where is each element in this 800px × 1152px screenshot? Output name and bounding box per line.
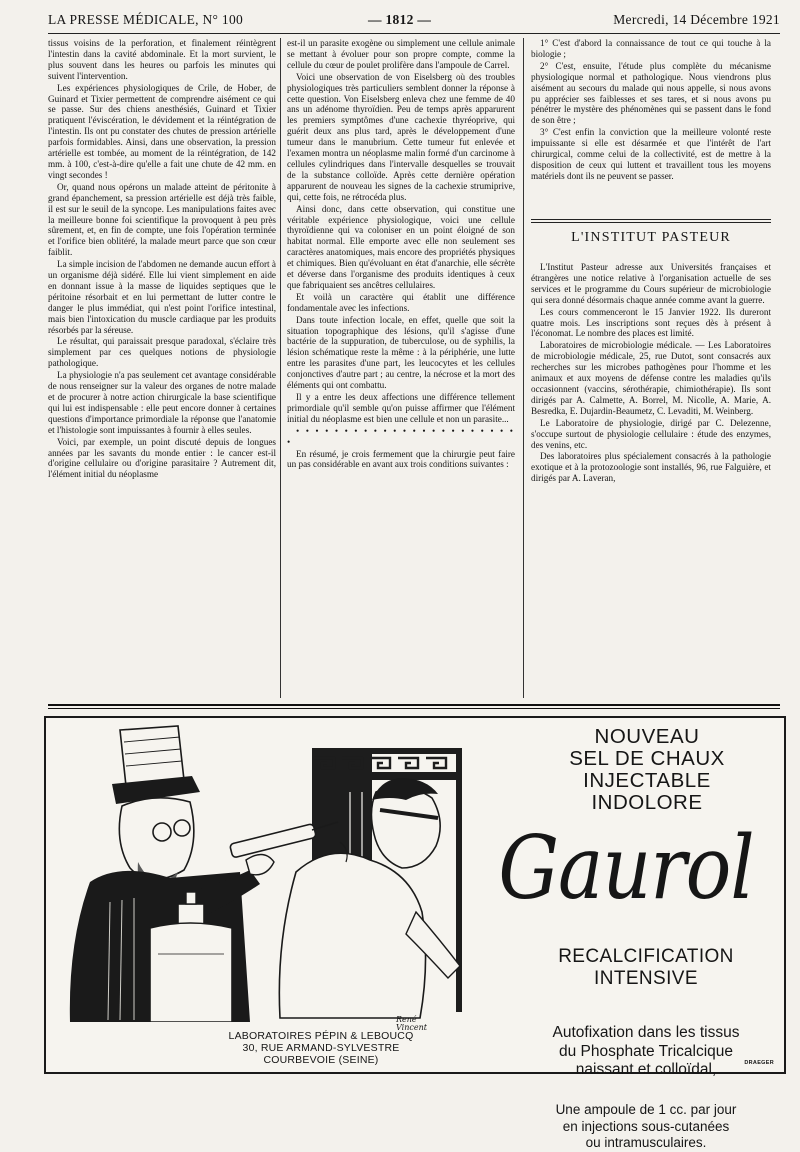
paragraph: Dans toute infection locale, en effet, quelle que soit la situation topographique des lésions, qu'il s'agisse d'une bactérie de la suppuration, de tuberculose, ou de syphilis, la lésion schématique reste la même : à la périphérie, une lutte entre les parasites d'une part, les leucocytes et les cellules conjonctives d'autre part ; au centre, la nécrose et la mort des éléments qui ont combattu. (287, 314, 515, 391)
ad-subheading: RECALCIFICATION INTENSIVE (558, 946, 734, 989)
journal-title: LA PRESSE MÉDICALE, N° 100 (48, 12, 244, 27)
paragraph: Il y a entre les deux affections une différence tellement primordiale qu'il semble qu'on puisse affirmer que l'élément initial du néoplasme est bien une cellule et non un parasite... (287, 392, 515, 424)
paragraph: 3° C'est enfin la conviction que la meilleure volonté reste impuissante si elle est désarmée et que l'intérêt de l'art chirurgical, comme celui de la collectivité, est de mettre à la disposition de ceux qui luttent et travaillent tous les moyens matériels dont ils ne peuvent se passer. (531, 127, 771, 181)
paragraph: Or, quand nous opérons un malade atteint de péritonite à grand épanchement, sa pression artérielle est déjà très faible, il est sur le seuil de la syncope. Les manipulations faites avec la meilleure bonne foi scientifique la provoquent à peu près sûrement, et, en fin de compte, une fois l'opération terminée et l'orifice bien oblitéré, la malade meurt parce que son cœur faiblit. (48, 181, 276, 258)
paragraph: 1° C'est d'abord la connaissance de tout ce qui touche à la biologie ; (531, 38, 771, 59)
issue-date: Mercredi, 14 Décembre 1921 (613, 12, 780, 27)
paragraph: tissus voisins de la perforation, et finalement réintègrent l'intestin dans la cavité abdominale. Et la mort survient, le plus souvent dans les heures ou parfois les minutes qui suivent l'intervention. (48, 38, 276, 81)
article-column-1 (48, 38, 276, 481)
printer-mark: DRAEGER (744, 1060, 774, 1066)
paragraph: Laboratoires de microbiologie médicale. — Les Laboratoires de microbiologie médicale, 25, rue Dutot, sont consacrés aux recherches sur les microbes pathogènes pour l'homme et les animaux et aux moyens de défense contre les maladies qu'ils occasionnent (vaccins, sérothérapie, chimiothérapie). Ils sont dirigés par A. Calmette, A. Borrel, M. Nicolle, A. Marie, A. Besredka, E. Dujardin-Beaumetz, C. Levaditi, M. Weinberg. (531, 340, 771, 416)
paragraph: La physiologie n'a pas seulement cet avantage considérable de nous renseigner sur la valeur des organes de notre malade et de procurer à notre action chirurgicale la base scientifique qui lui est indispensable : elle peut encore donner à certaines questions d'importance primordiale la réponse que l'anatomie et l'histologie sont impuissantes à fournir à elles seules. (48, 370, 276, 435)
ad-headline: NOUVEAU SEL DE CHAUX INJECTABLE INDOLORE (569, 725, 725, 814)
running-head (48, 6, 780, 28)
paragraph: est-il un parasite exogène ou simplement une cellule animale se mettant à évoluer pour son propre compte, comme la cellule du cœur de poulet prolifère dans l'ampoule de Carrel. (287, 38, 515, 70)
paragraph: Et voilà un caractère qui établit une différence fondamentale avec les infections. (287, 291, 515, 313)
gaurol-advertisement (44, 716, 786, 1150)
section-rule (531, 219, 771, 220)
paragraph: En résumé, je crois fermement que la chirurgie peut faire un pas considérable en avant aux trois conditions suivantes : (287, 448, 515, 470)
section-title: L'INSTITUT PASTEUR (571, 230, 731, 245)
artist-signature: René Vincent (396, 1015, 427, 1032)
bottom-rule (48, 708, 780, 709)
article-column-3 (531, 38, 771, 183)
paragraph: Ainsi donc, dans cette observation, qui constitue une véritable expérience physiologique, voici une cellule thyroïdienne qui va coloniser en un point éloigné de son habitat normal. Elle emporte avec elle non seulement ses caractères anatomiques, mais encore des propriétés physiques et chimiques. Bien qu'évoluant en état d'anarchie, elle sécrète et déverse dans l'organisme des produits identiques à ceux que fabriquaient ses ancêtres cellulaires. (287, 203, 515, 290)
column-divider (280, 38, 281, 698)
doctor-injection-illustration (50, 722, 508, 1022)
header-rule (48, 33, 780, 34)
article-column-2 (287, 38, 515, 471)
paragraph: Les cours commenceront le 15 Janvier 1922. Ils dureront quatre mois. Les inscriptions sont reçues dès à présent à l'économat. Le nombre des places est limité. (531, 306, 771, 339)
institut-pasteur-notice (531, 262, 771, 485)
paragraph: Voici une observation de von Eiselsberg où des troubles physiologiques très particuliers semblent donner la réponse à cette question. Von Eiselsberg enleva chez une femme de 40 ans un adénome thyroïdien. Peu de temps après apparurent les premiers symptômes d'une cachexie thyréoprive, qui guérit deux ans plus tard, après le développement d'une tumeur dans le manubrium. Cette tumeur fut enlevée et l'examen montra un néoplasme malin formé d'un carcinome à cellules cylindriques dans l'intervalle desquelles se trouvait de la substance colloïde. Après cette dernière opération apparurent de nouveau les signes de la cachexie strumiprive, qui, cette fois, ne rétrocéda plus. (287, 71, 515, 202)
laboratory-address: LABORATOIRES PÉPIN & LEBOUCQ 30, RUE ARMAND-SYLVESTRE COURBEVOIE (SEINE) (228, 1030, 414, 1066)
paragraph: Voici, par exemple, un point discuté depuis de longues années par les savants du monde entier : le cancer est-il d'origine cellulaire ou d'origine parasitaire ? Autrement dit, l'élément initial du néoplasme (48, 436, 276, 480)
paragraph: L'Institut Pasteur adresse aux Universités françaises et étrangères une notice relative à l'organisation actuelle de ses services et le programme du Cours supérieur de microbiologie qui sera donné désormais chaque année comme avant la guerre. (531, 262, 771, 305)
bottom-rule (48, 704, 780, 706)
paragraph: Le Laboratoire de physiologie, dirigé par C. Delezenne, s'occupe surtout de physiologie cellulaire : étude des enzymes, des venins, etc. (531, 417, 771, 450)
paragraph: 2° C'est, ensuite, l'étude plus complète du mécanisme physiologique normal et pathologique. Nous viendrons plus aisément au secours du malade qui nous appelle, si nous avons pu apprécier ses faiblesses et ses tares, et si nous avons pu pénétrer le mystère des phénomènes qui se passent dans le fond de son être ; (531, 60, 771, 126)
brand-logo: Gaurol (498, 816, 754, 919)
page-number: — 1812 — (368, 12, 432, 27)
paragraph: La simple incision de l'abdomen ne demande aucun effort à un organisme déjà sidéré. Elle lui vient simplement en aide en donnant issue à la masse de liquides septiques que le péritoine résorbait et en lui permettant de lutter contre le danger le plus immédiat, qui n'est point l'orifice intestinal, mais bien l'intoxication du muscle cardiaque par les produits résorbés par la séreuse. (48, 259, 276, 335)
ad-description: Autofixation dans les tissus du Phosphate Tricalcique naissant et colloïdal, (552, 1024, 740, 1078)
dosage-text: Une ampoule de 1 cc. par jour en injections sous-cutanées ou intramusculaires. (555, 1102, 737, 1150)
paragraph: Le résultat, qui paraissait presque paradoxal, s'éclaire très simplement par ces quelques notions de physiologie pathologique. (48, 336, 276, 369)
ellipsis-row: • • • • • • • • • • • • • • • • • • • • • • • • (287, 425, 515, 447)
paragraph: Les expériences physiologiques de Crile, de Hober, de Guinard et Tixier permettent de comprendre aisément ce qui se passe. Sur des chiens anesthésiés, Guinard et Tixier pratiquent l'éviscération, le dévidement et la réintégration de l'intestin. Ils ont pu constater des chutes de pression artérielle parfois formidables. Ainsi, dans une observation, la pression artérielle est tombée, au moment de la réintégration, de 142 mm. à 100, c'est-à-dire qu'elle a fait une chute de 42 mm. en vingt secondes ! (48, 82, 276, 180)
section-rule (531, 222, 771, 223)
paragraph: Des laboratoires plus spécialement consacrés à la pathologie exotique et à la protozoologie sont installés, 96, rue Falguière, et dirigés par A. Laveran, (531, 451, 771, 484)
column-divider (523, 38, 524, 698)
